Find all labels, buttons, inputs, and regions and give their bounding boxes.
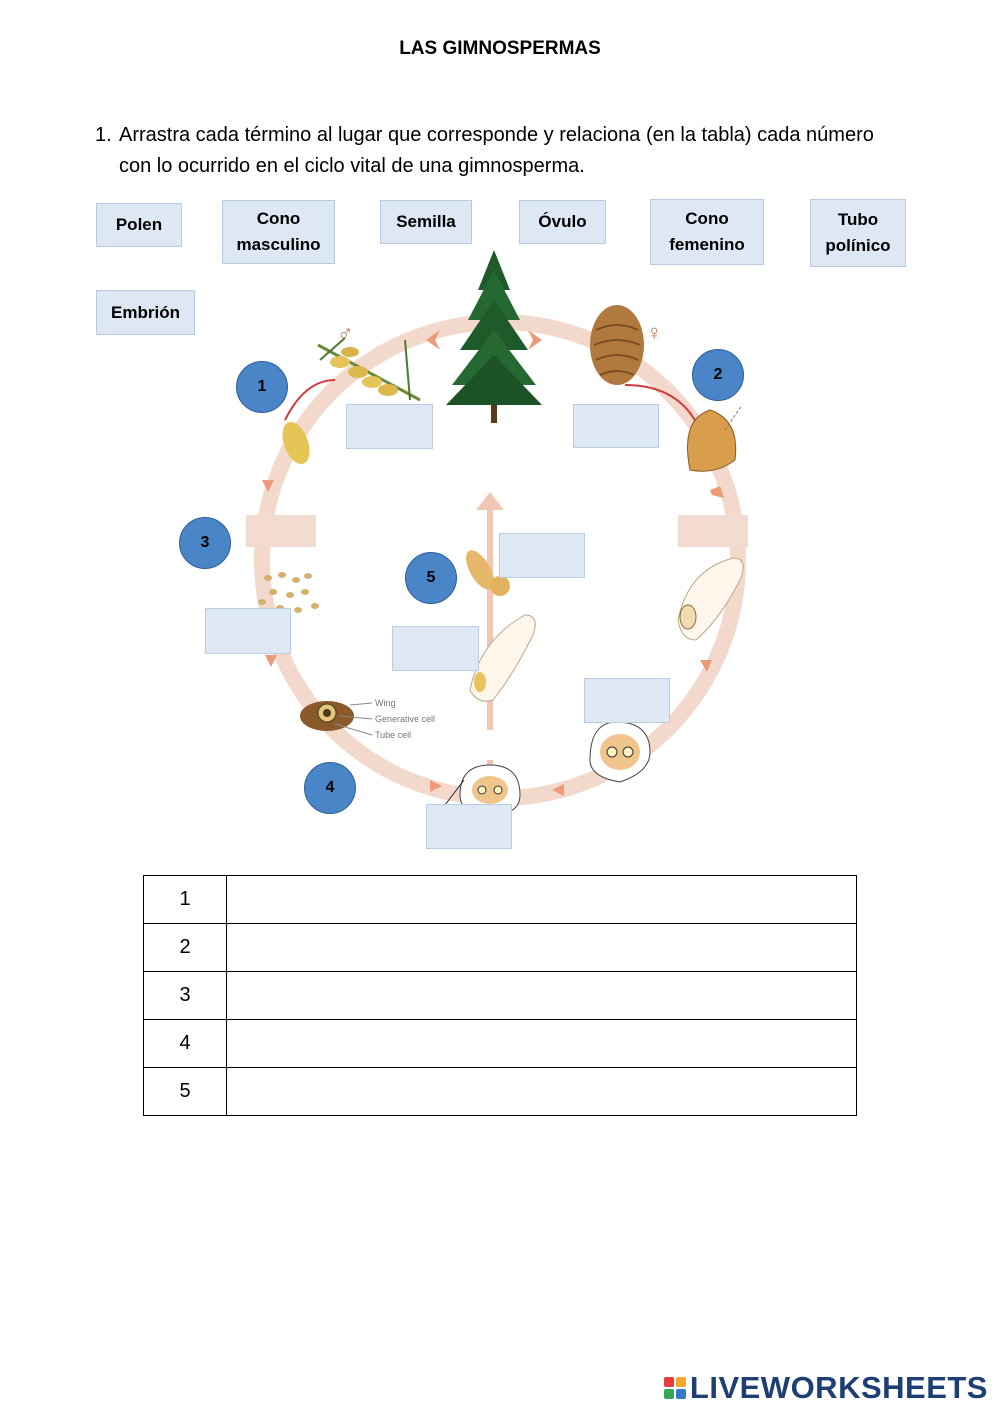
marker-3: 3: [179, 517, 231, 569]
female-cone-icon: [590, 305, 644, 385]
page-title: LAS GIMNOSPERMAS: [399, 38, 601, 59]
label-tube-cell: Tube cell: [375, 730, 412, 740]
row-number: 2: [144, 924, 227, 972]
instruction-text: Arrastra cada término al lugar que corresponde y relaciona (en la tabla) cada número con lo ocurrido en el ciclo vital de una gimnosperma.: [119, 124, 874, 177]
seedling-icon: [470, 615, 535, 701]
row-number: 4: [144, 1020, 227, 1068]
label-generative-cell: Generative cell: [375, 714, 436, 724]
row-number: 3: [144, 972, 227, 1020]
drop-zone-3[interactable]: [499, 533, 585, 578]
table-row: [144, 1068, 857, 1116]
label-wing: Wing: [375, 698, 396, 708]
row-number: 5: [144, 1068, 227, 1116]
term-chip-polen[interactable]: Polen: [96, 203, 182, 247]
answer-cell[interactable]: [227, 1020, 857, 1068]
logo-mark-icon: [664, 1377, 686, 1399]
answer-cell[interactable]: [227, 924, 857, 972]
marker-4: 4: [304, 762, 356, 814]
table-row: [144, 1020, 857, 1068]
marker-1: 1: [236, 361, 288, 413]
term-chip-cono-masculino[interactable]: Cono masculino: [222, 200, 335, 264]
pollen-grain-detail-icon: [300, 701, 372, 735]
instruction-number: 1.: [95, 124, 112, 146]
fertilization-ovule-icon: [590, 722, 650, 782]
ring-blank-right: [678, 515, 748, 547]
term-chip-ovulo[interactable]: Óvulo: [519, 200, 606, 244]
answer-cell[interactable]: [227, 1068, 857, 1116]
term-chip-embrion[interactable]: Embrión: [96, 290, 195, 335]
table-row: [144, 972, 857, 1020]
ring-blank-left: [246, 515, 316, 547]
drop-zone-5[interactable]: [392, 626, 479, 671]
marker-5: 5: [405, 552, 457, 604]
male-symbol: ♂: [337, 320, 354, 345]
female-symbol: ♀: [646, 320, 663, 345]
answer-table: [143, 875, 857, 1116]
term-chip-cono-femenino[interactable]: Cono femenino: [650, 199, 764, 265]
row-number: 1: [144, 876, 227, 924]
pine-tree-icon: [446, 250, 542, 423]
arrow-left-lower: [265, 655, 277, 667]
answer-cell[interactable]: [227, 972, 857, 1020]
central-arrow-head: [476, 492, 504, 510]
term-chip-tubo-polinico[interactable]: Tubo polínico: [810, 199, 906, 267]
term-chip-semilla[interactable]: Semilla: [380, 200, 472, 244]
table-row: [144, 924, 857, 972]
drop-zone-4[interactable]: [205, 608, 291, 654]
answer-cell[interactable]: [227, 876, 857, 924]
drop-zone-6[interactable]: [584, 678, 670, 723]
liveworksheets-logo: [664, 1370, 988, 1406]
drop-zone-7[interactable]: [426, 804, 512, 849]
drop-zone-1[interactable]: [346, 404, 433, 449]
marker-2: 2: [692, 349, 744, 401]
table-row: [144, 876, 857, 924]
drop-zone-2[interactable]: [573, 404, 659, 448]
logo-text: LIVEWORKSHEETS: [689, 1370, 988, 1405]
